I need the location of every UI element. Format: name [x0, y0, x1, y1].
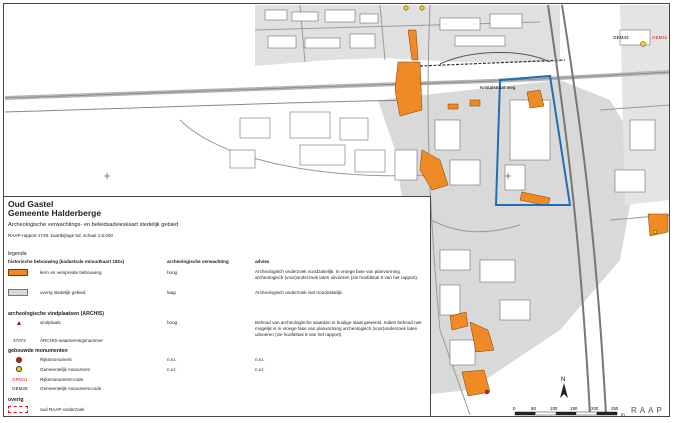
parallel-road [5, 100, 420, 112]
col-header-category: historische bebouwing (kadastrale minuutkaart 182x) [8, 259, 125, 264]
gemeentelijk-monument-icon[interactable] [404, 6, 408, 10]
legend-title-place: Oud Gastel [8, 199, 54, 209]
col-header-expectation: archeologische verwachting [167, 259, 229, 264]
archis-heading: archeologische vindplaatsen (ARCHIS) [8, 311, 104, 317]
vindplaats-icon [17, 321, 21, 325]
scale-tick-label: 250 [611, 406, 619, 411]
archis-row-label: ARCHIS-waarnemingsnummer [40, 338, 104, 343]
monument-row-expectation: n.v.t. [167, 357, 177, 362]
gemeentelijk-monument-icon[interactable] [420, 6, 424, 10]
scale-tick-label: 0 [513, 406, 516, 411]
north-arrow [560, 377, 568, 398]
monument-row-label: Gemeentelijk monument [40, 367, 90, 372]
col-header-advice: advies [255, 259, 270, 264]
legend-row-label: overig stedelijk gebied [40, 290, 86, 295]
scale-tick-label: 100 [550, 406, 558, 411]
gemeentelijk-monument-icon[interactable] [653, 230, 657, 234]
monument-row-expectation: n.v.t. [167, 367, 177, 372]
raap-brand: RAAP [631, 406, 665, 415]
legend-row-advice: Archeologisch onderzoek niet noodzakelijk. [255, 290, 344, 295]
swatch-built-area [8, 289, 28, 296]
monument-row-label: Rijksmonument-code [40, 377, 84, 382]
legend-report: RAAP-rapport 1729: kaartbijlage 5d, schaal 1:5.000 [8, 233, 113, 238]
monument-code-label: GEM11 [652, 35, 668, 40]
archis-row-advice: Behoud van archeologische waarden in huidige staat gewenst. Indien behoud niet mogelijk is in vroege fase van planvorming archeologisch (voor)onderzoek laten uitvoeren (zie hoofdstuk 9 van het rapport). [255, 320, 422, 337]
monument-row-advice: n.v.t. [255, 367, 265, 372]
historic-building [470, 100, 480, 106]
street-label: Kristalstraat weg [480, 86, 516, 91]
monument-row-label: Rijksmonument [40, 357, 72, 362]
historic-building [448, 104, 458, 109]
monument-code-label: GEM43 [613, 35, 629, 40]
legend-row-advice: Archeologisch onderzoek noodzakelijk. In vroege fase van planvorming archeologisch (voor)onderzoek laten uitvoeren (zie hoofdstuk 9 van het rapport). [255, 269, 419, 280]
rijksmonument-icon[interactable] [485, 390, 489, 394]
monument-row-label: Gemeentelijk monument-code [40, 386, 102, 391]
legend-row-expectation: laag [167, 290, 176, 295]
other-row-label: oud RAAP-onderzoek [40, 407, 85, 412]
archis-code: 37072 [13, 338, 26, 343]
legend-title-municipality: Gemeente Halderberge [8, 208, 102, 218]
swatch-old-raap-research [8, 406, 28, 413]
scale-tick-label: 150 [570, 406, 578, 411]
scale-bar [515, 412, 617, 415]
north-label: N [561, 377, 566, 383]
historic-building [395, 62, 422, 116]
other-heading: overig [8, 397, 24, 403]
legend-panel [4, 196, 431, 416]
scale-unit-label: m [621, 412, 625, 417]
legend-row-expectation: hoog [167, 270, 178, 275]
historic-building [648, 214, 668, 236]
swatch-historic-building [8, 269, 28, 276]
scale-tick-label: 50 [531, 406, 536, 411]
monument-row-advice: n.v.t. [255, 357, 265, 362]
legend-heading: legenda [8, 251, 27, 257]
archis-row-expectation: hoog [167, 320, 178, 325]
monuments-heading: gebouwde monumenten [8, 348, 68, 354]
legend-subtitle: Archeologische verwachtings- en beleidsadvieskaart stedelijk gebied [8, 222, 179, 228]
rijksmonument-icon [16, 357, 22, 363]
scale-tick-label: 200 [591, 406, 599, 411]
legend-title [8, 200, 101, 218]
gemeentelijk-monument-icon[interactable] [641, 42, 646, 47]
gemeentelijk-monument-icon [16, 366, 22, 372]
legend-row-label: kern en verspreide bebouwing [40, 270, 102, 275]
gemeentelijk-monument-code-sample: GEM28 [12, 386, 28, 391]
archis-row-label: vindplaats [40, 320, 61, 325]
rijksmonument-code-sample: GRM11 [12, 377, 28, 382]
